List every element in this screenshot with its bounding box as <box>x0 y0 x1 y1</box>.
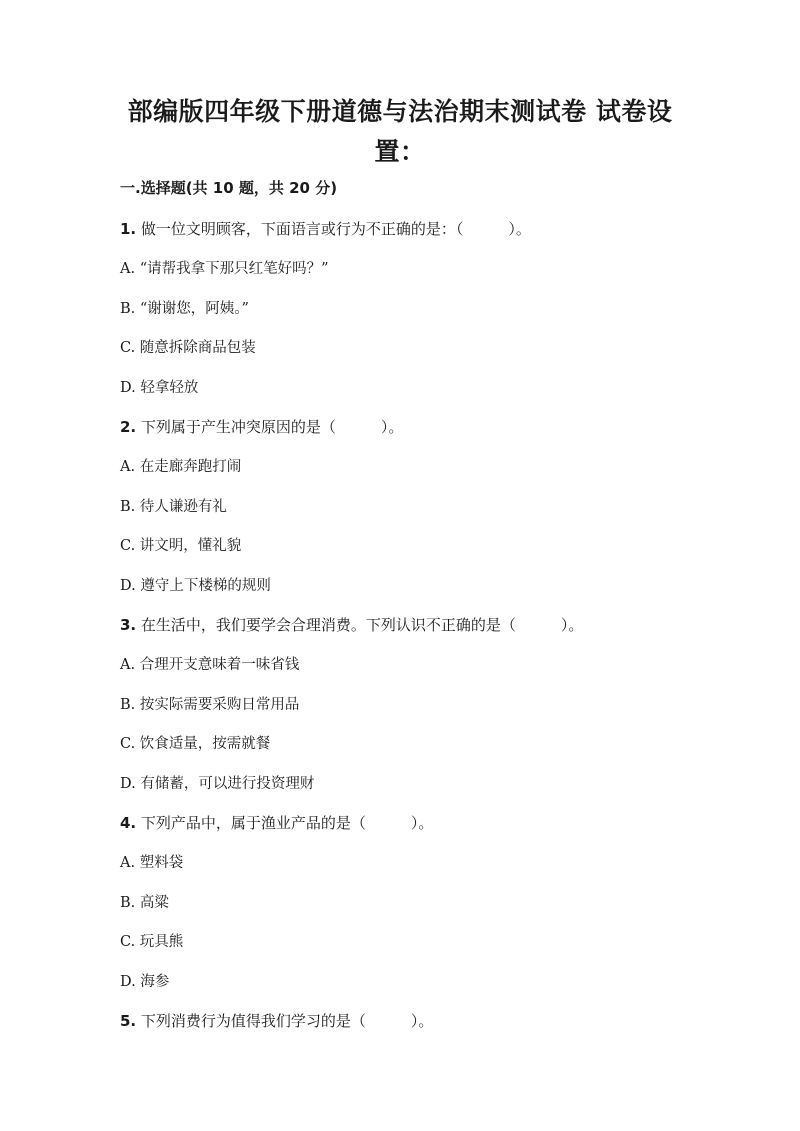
question-1 <box>120 219 531 239</box>
question-number: 5. <box>120 1012 137 1030</box>
question-number: 4. <box>120 814 137 832</box>
page-title <box>120 92 680 172</box>
title-line-1: 部编版四年级下册道德与法治期末测试卷 试卷设 <box>127 97 673 126</box>
question-number: 3. <box>120 616 137 634</box>
question-1-option-a: A. “请帮我拿下那只红笔好吗？” <box>120 261 329 277</box>
question-4-option-c: C. 玩具熊 <box>120 934 184 950</box>
question-2-option-d: D. 遵守上下楼梯的规则 <box>120 578 271 594</box>
question-number: 2. <box>120 418 137 436</box>
question-text: 做一位文明顾客，下面语言或行为不正确的是：（ ）。 <box>136 220 531 238</box>
section-heading: 一.选择题(共 10 题，共 20 分) <box>120 179 338 197</box>
question-3 <box>120 615 583 635</box>
question-4 <box>120 813 433 833</box>
question-1-option-b: B. “谢谢您，阿姨。” <box>120 301 249 317</box>
question-2-option-c: C. 讲文明，懂礼貌 <box>120 538 242 554</box>
title-line-2: 置： <box>374 137 426 166</box>
question-3-option-c: C. 饮食适量，按需就餐 <box>120 736 271 752</box>
question-2-option-a: A. 在走廊奔跑打闹 <box>120 459 242 475</box>
question-text: 下列产品中，属于渔业产品的是（ ）。 <box>136 814 434 832</box>
question-4-option-b: B. 高粱 <box>120 895 169 911</box>
question-text: 下列属于产生冲突原因的是（ ）。 <box>136 418 404 436</box>
question-1-option-c: C. 随意拆除商品包装 <box>120 340 256 356</box>
question-2-option-b: B. 待人谦逊有礼 <box>120 499 227 515</box>
question-3-option-b: B. 按实际需要采购日常用品 <box>120 697 300 713</box>
question-2 <box>120 417 403 437</box>
question-text: 在生活中，我们要学会合理消费。下列认识不正确的是（ ）。 <box>136 616 584 634</box>
question-4-option-a: A. 塑料袋 <box>120 855 184 871</box>
question-3-option-a: A. 合理开支意味着一味省钱 <box>120 657 300 673</box>
question-text: 下列消费行为值得我们学习的是（ ）。 <box>136 1012 434 1030</box>
question-3-option-d: D. 有储蓄，可以进行投资理财 <box>120 776 315 792</box>
question-4-option-d: D. 海参 <box>120 974 170 990</box>
question-number: 1. <box>120 220 137 238</box>
question-5 <box>120 1011 433 1031</box>
question-1-option-d: D. 轻拿轻放 <box>120 380 199 396</box>
